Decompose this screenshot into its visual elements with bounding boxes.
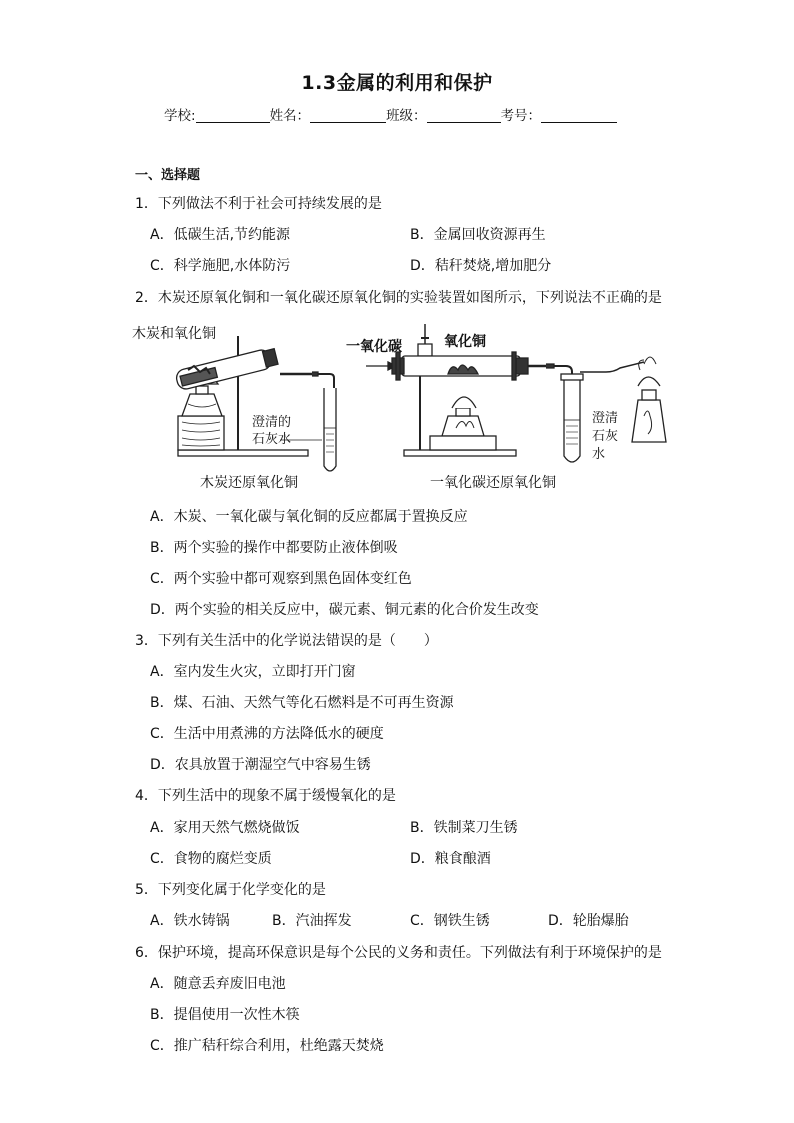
- question-4-option-b[interactable]: B．铁制菜刀生锈: [410, 820, 518, 836]
- question-2-figure: [130, 316, 690, 498]
- question-2-option-b[interactable]: B．两个实验的操作中都要防止液体倒吸: [150, 540, 398, 556]
- question-1-stem: 1．下列做法不利于社会可持续发展的是: [135, 196, 382, 212]
- question-5-stem: 5．下列变化属于化学变化的是: [135, 882, 326, 898]
- question-3-option-a[interactable]: A．室内发生火灾，立即打开门窗: [150, 664, 356, 680]
- question-1-option-d[interactable]: D．秸秆焚烧,增加肥分: [410, 258, 552, 274]
- question-3-option-b[interactable]: B．煤、石油、天然气等化石燃料是不可再生资源: [150, 695, 454, 711]
- label-co: 一氧化碳: [346, 339, 402, 355]
- question-4-option-a[interactable]: A．家用天然气燃烧做饭: [150, 820, 300, 836]
- question-2-option-a[interactable]: A．木炭、一氧化碳与氧化铜的反应都属于置换反应: [150, 509, 468, 525]
- question-1-option-c[interactable]: C．科学施肥,水体防污: [150, 258, 291, 274]
- name-label: 姓名：: [269, 108, 311, 124]
- question-6-option-c[interactable]: C．推广秸秆综合利用，杜绝露天焚烧: [150, 1038, 384, 1054]
- question-5-option-d[interactable]: D．轮胎爆胎: [548, 913, 629, 929]
- limewater-tube-left: [324, 388, 336, 471]
- label-charcoal-cuo: 木炭和氧化铜: [132, 326, 216, 342]
- question-4-option-c[interactable]: C．食物的腐烂变质: [150, 851, 272, 867]
- charcoal-reduction-apparatus: [175, 336, 336, 471]
- label-limewater-right-2: 石灰: [592, 429, 619, 444]
- label-limewater-left-1: 澄清的: [252, 415, 292, 430]
- question-2-option-c[interactable]: C．两个实验中都可观察到黑色固体变红色: [150, 571, 412, 587]
- iron-stand-base: [178, 450, 308, 456]
- caption-co: 一氧化碳还原氧化铜: [430, 475, 556, 491]
- name-field[interactable]: [310, 108, 386, 123]
- section-title: 一、选择题: [135, 168, 201, 183]
- class-field[interactable]: [427, 108, 501, 123]
- question-5-option-b[interactable]: B．汽油挥发: [272, 913, 352, 929]
- limewater-tube-right: [564, 376, 580, 462]
- question-3-option-c[interactable]: C．生活中用煮沸的方法降低水的硬度: [150, 726, 384, 742]
- class-label: 班级：: [386, 108, 427, 124]
- question-2-option-d[interactable]: D．两个实验的相关反应中，碳元素、铜元素的化合价发生改变: [150, 602, 539, 618]
- student-info-line: [164, 104, 617, 124]
- question-4-option-d[interactable]: D．粮食酿酒: [410, 851, 491, 867]
- question-6-option-a[interactable]: A．随意丢弃废旧电池: [150, 976, 286, 992]
- question-5-option-a[interactable]: A．铁水铸锅: [150, 913, 230, 929]
- question-2-stem: 2．木炭还原氧化铜和一氧化碳还原氧化铜的实验装置如图所示，下列说法不正确的是: [135, 290, 662, 306]
- co-reduction-apparatus: [366, 324, 666, 462]
- label-limewater-right-3: 水: [592, 447, 606, 462]
- question-3-stem: 3．下列有关生活中的化学说法错误的是（ ）: [135, 633, 438, 649]
- label-limewater-left-2: 石灰水: [252, 432, 292, 447]
- school-label: 学校:: [164, 108, 196, 124]
- question-5-option-c[interactable]: C．钢铁生锈: [410, 913, 490, 929]
- exam-no-field[interactable]: [541, 108, 617, 123]
- question-6-option-b[interactable]: B．提倡使用一次性木筷: [150, 1007, 300, 1023]
- label-limewater-right-1: 澄清: [592, 411, 619, 426]
- question-3-option-d[interactable]: D．农具放置于潮湿空气中容易生锈: [150, 757, 371, 773]
- alcohol-lamp: [182, 394, 222, 416]
- label-cuo: 氧化铜: [444, 334, 486, 350]
- page-title: 1.3金属的利用和保护: [301, 72, 493, 94]
- exam-no-label: 考号：: [500, 108, 542, 124]
- question-1-option-a[interactable]: A．低碳生活,节约能源: [150, 227, 291, 243]
- school-field[interactable]: [196, 108, 270, 123]
- question-4-stem: 4．下列生活中的现象不属于缓慢氧化的是: [135, 788, 396, 804]
- iron-stand-base-right: [404, 450, 516, 456]
- question-1-option-b[interactable]: B．金属回收资源再生: [410, 227, 546, 243]
- question-6-stem: 6．保护环境，提高环保意识是每个公民的义务和责任。下列做法有利于环境保护的是: [135, 945, 662, 961]
- caption-charcoal: 木炭还原氧化铜: [200, 475, 298, 491]
